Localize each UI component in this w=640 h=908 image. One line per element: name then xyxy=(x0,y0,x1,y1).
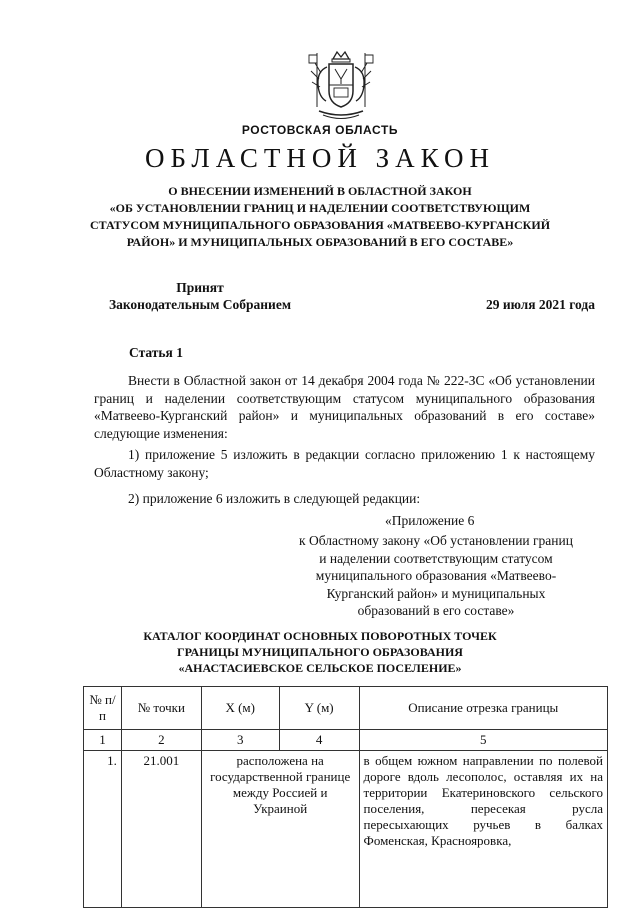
appendix-ref-line: к Областному закону «Об установлении границ xyxy=(299,533,573,548)
table-row xyxy=(84,751,608,908)
subtitle-line: РАЙОН» И МУНИЦИПАЛЬНЫХ ОБРАЗОВАНИЙ В ЕГО СОСТАВЕ» xyxy=(126,235,514,249)
appendix-reference xyxy=(276,532,596,620)
catalog-title-line: «АНАСТАСИЕВСКОЕ СЕЛЬСКОЕ ПОСЕЛЕНИЕ» xyxy=(178,661,462,675)
article-paragraph: 2) приложение 6 изложить в следующей редакции: xyxy=(128,491,421,506)
adoption-date: 29 июля 2021 года xyxy=(486,297,595,312)
appendix-ref-line: и наделении соответствующим статусом xyxy=(319,550,553,566)
coordinates-merged-cell: расположена на государственной границе между Россией и Украиной xyxy=(201,751,359,908)
column-number: 5 xyxy=(359,730,607,751)
point-number-cell: 21.001 xyxy=(121,751,201,908)
subtitle-line: «ОБ УСТАНОВЛЕНИИ ГРАНИЦ И НАДЕЛЕНИИ СООТВЕТСТВУЮЩИМ xyxy=(109,201,531,215)
article-paragraph: Внести в Областной закон от 14 декабря 2004 года № 222-ЗС «Об установлении границ и наделении соответствующим статусом муниципального образования «Матвеево-Курганский район» и муниципальных образований в его составе» следующие изменения: xyxy=(94,373,595,441)
appendix-ref-line: муниципального образования «Матвеево- xyxy=(315,568,557,583)
column-header: Описание отрезка границы xyxy=(359,687,607,730)
catalog-title-line: КАТАЛОГ КООРДИНАТ ОСНОВНЫХ ПОВОРОТНЫХ ТОЧЕК xyxy=(143,629,497,643)
subtitle-line: СТАТУСОМ МУНИЦИПАЛЬНОГО ОБРАЗОВАНИЯ «МАТВЕЕВО-КУРГАНСКИЙ xyxy=(89,218,551,232)
coordinates-table xyxy=(83,686,608,908)
adoption-label-line: Принят xyxy=(176,280,224,295)
article-paragraph: 1) приложение 5 изложить в редакции согласно приложению 1 к настоящему Областному закону; xyxy=(94,447,595,480)
column-header: X (м) xyxy=(201,687,279,730)
adoption-label-line: Законодательным Собранием xyxy=(108,297,292,312)
appendix-ref-line: образований в его составе» xyxy=(357,603,515,618)
region-name: РОСТОВСКАЯ ОБЛАСТЬ xyxy=(241,123,399,137)
appendix-ref-line: Курганский район» и муниципальных xyxy=(326,585,546,601)
row-number-cell: 1. xyxy=(84,751,122,908)
column-number-row xyxy=(84,730,608,751)
description-cell: в общем южном направлении по полевой дороге вдоль лесополос, оставляя их на территории Екатериновского сельского поселения, пересекая русла пересыхающих ручьев в балках Фоменская, Краснояровка, xyxy=(359,751,607,908)
column-header: № точки xyxy=(121,687,201,730)
subtitle-line: О ВНЕСЕНИИ ИЗМЕНЕНИЙ В ОБЛАСТНОЙ ЗАКОН xyxy=(168,184,472,198)
adoption-label xyxy=(95,279,305,313)
catalog-title xyxy=(80,628,560,676)
catalog-title-line: ГРАНИЦЫ МУНИЦИПАЛЬНОГО ОБРАЗОВАНИЯ xyxy=(177,645,463,659)
column-header: № п/п xyxy=(84,687,122,730)
column-number: 3 xyxy=(201,730,279,751)
law-subtitle xyxy=(60,183,580,251)
column-number: 2 xyxy=(121,730,201,751)
table-header-row xyxy=(84,687,608,730)
column-header: Y (м) xyxy=(279,687,359,730)
column-number: 4 xyxy=(279,730,359,751)
article-heading: Статья 1 xyxy=(129,345,183,360)
column-number: 1 xyxy=(84,730,122,751)
document-type-title: ОБЛАСТНОЙ ЗАКОН xyxy=(145,143,495,173)
coat-of-arms-icon xyxy=(307,49,375,123)
appendix-title: «Приложение 6 xyxy=(385,513,475,528)
